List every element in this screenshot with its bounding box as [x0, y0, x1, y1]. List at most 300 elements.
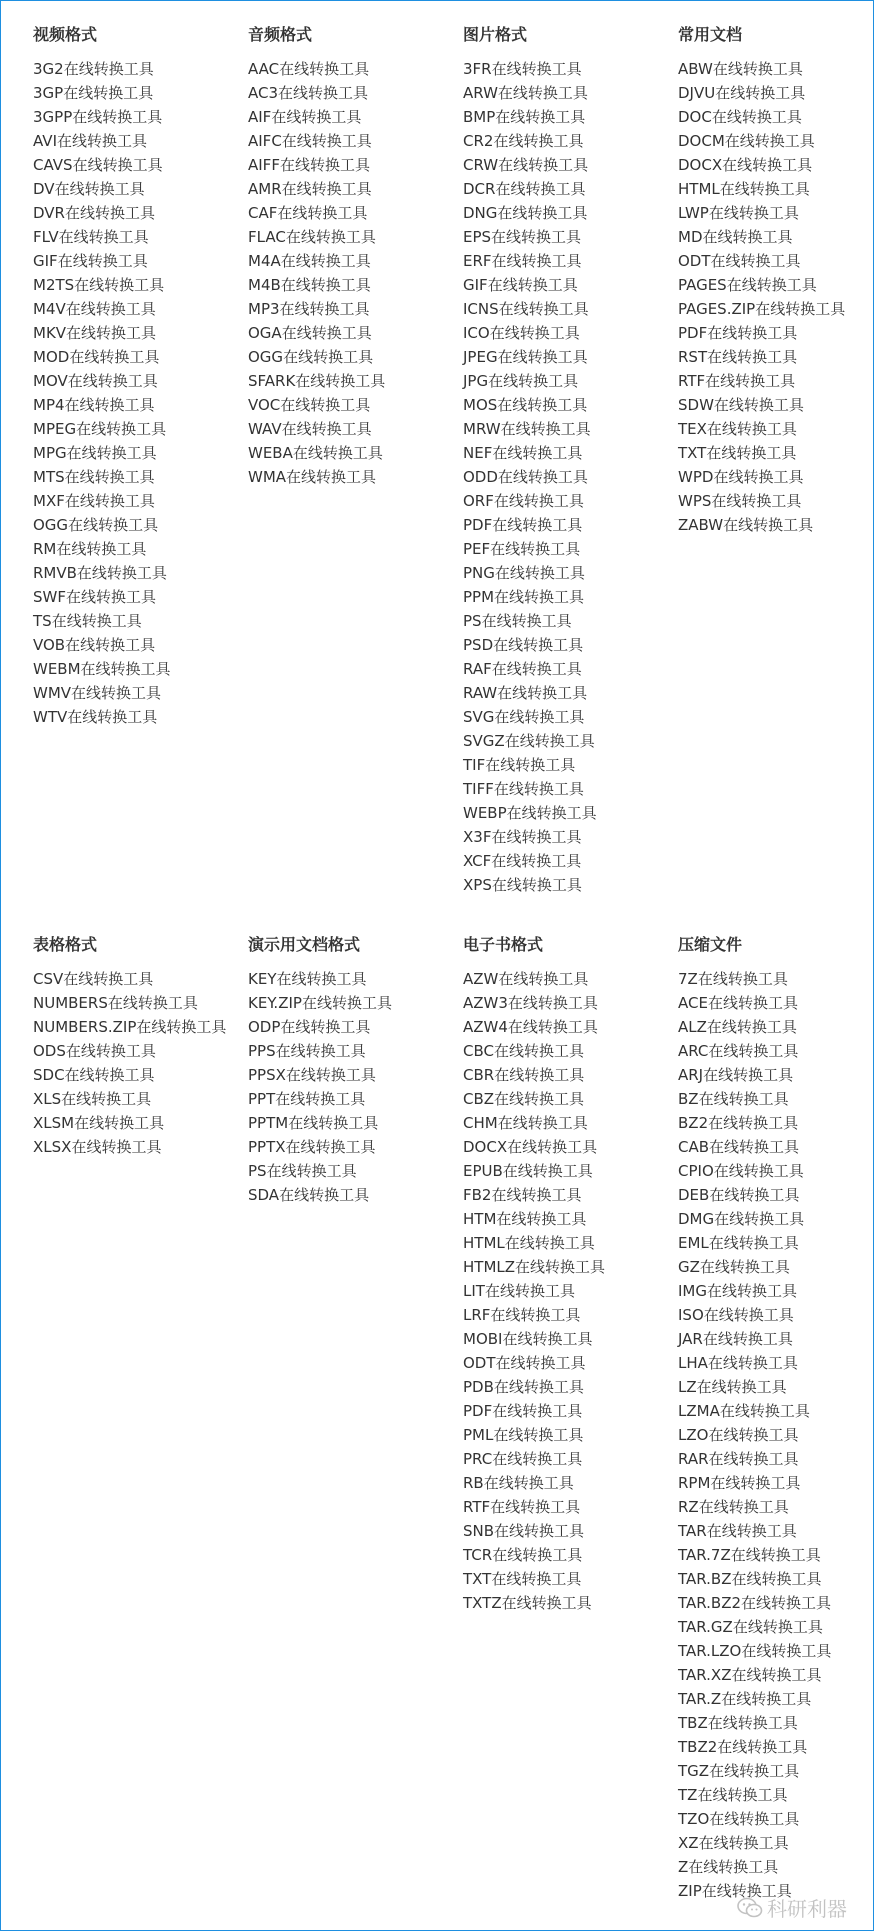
converter-link-ace[interactable] [678, 994, 798, 1012]
converter-link-raf[interactable] [463, 660, 582, 678]
link-suffix: 在线转换工具 [285, 1066, 376, 1084]
converter-link-sda[interactable] [248, 1186, 369, 1204]
converter-link-tex[interactable] [678, 420, 797, 438]
list-item [463, 1447, 678, 1471]
converter-link-rst[interactable] [678, 348, 797, 366]
converter-link-deb[interactable] [678, 1186, 799, 1204]
converter-link-dcr[interactable] [463, 180, 585, 198]
link-suffix: 在线转换工具 [741, 1594, 832, 1612]
link-suffix: 在线转换工具 [54, 180, 145, 198]
converter-link-mp3[interactable] [248, 300, 370, 318]
converter-link-tar-bz2[interactable] [678, 1594, 831, 1612]
converter-link-eml[interactable] [678, 1234, 799, 1252]
converter-link-7z[interactable] [678, 970, 788, 988]
converter-link-m4v[interactable] [33, 300, 156, 318]
link-suffix: 在线转换工具 [710, 1474, 801, 1492]
converter-link-ts[interactable] [33, 612, 142, 630]
converter-link-txt[interactable] [463, 1570, 581, 1588]
link-suffix: 在线转换工具 [66, 324, 157, 342]
converter-link-jpg[interactable] [463, 372, 578, 390]
converter-link-wma[interactable] [248, 468, 376, 486]
converter-link-key-zip[interactable] [248, 994, 392, 1012]
converter-link-tar-7z[interactable] [678, 1546, 821, 1564]
converter-link-mov[interactable] [33, 372, 158, 390]
converter-link-txt[interactable] [678, 444, 796, 462]
converter-link-tzo[interactable] [678, 1810, 799, 1828]
link-suffix: 在线转换工具 [709, 1762, 800, 1780]
link-suffix: 在线转换工具 [721, 1690, 812, 1708]
link-suffix: 在线转换工具 [484, 1282, 575, 1300]
converter-link-gif[interactable] [33, 252, 148, 270]
list-item [248, 393, 463, 417]
format-name: NUMBERS.ZIP [33, 1018, 137, 1036]
converter-link-bz2[interactable] [678, 1114, 798, 1132]
watermark [737, 1893, 847, 1922]
converter-link-djvu[interactable] [678, 84, 805, 102]
list-item [678, 1735, 874, 1759]
converter-link-key[interactable] [248, 970, 367, 988]
converter-link-tif[interactable] [463, 756, 575, 774]
format-name: MKV [33, 324, 67, 342]
converter-link-cab[interactable] [678, 1138, 799, 1156]
converter-link-ppsx[interactable] [248, 1066, 376, 1084]
converter-link-pps[interactable] [248, 1042, 366, 1060]
converter-link-mpeg[interactable] [33, 420, 166, 438]
converter-link-cbr[interactable] [463, 1066, 584, 1084]
converter-link-xlsm[interactable] [33, 1114, 164, 1132]
list-item [678, 321, 874, 345]
converter-link-wav[interactable] [248, 420, 372, 438]
link-suffix: 在线转换工具 [279, 1186, 370, 1204]
list-item [33, 369, 248, 393]
format-name: MOV [33, 372, 68, 390]
converter-link-numbers[interactable] [33, 994, 198, 1012]
converter-link-azw3[interactable] [463, 994, 598, 1012]
list-item [463, 153, 678, 177]
link-suffix: 在线转换工具 [491, 852, 582, 870]
converter-link-mts[interactable] [33, 468, 155, 486]
list-item [678, 1111, 874, 1135]
link-suffix: 在线转换工具 [63, 970, 154, 988]
format-name: AZW4 [463, 1018, 508, 1036]
converter-link-jpeg[interactable] [463, 348, 588, 366]
converter-link-pef[interactable] [463, 540, 580, 558]
converter-link-snb[interactable] [463, 1522, 584, 1540]
converter-link-bmp[interactable] [463, 108, 585, 126]
list-item [463, 1255, 678, 1279]
converter-link-bz[interactable] [678, 1090, 789, 1108]
converter-link-caf[interactable] [248, 204, 367, 222]
converter-link-pml[interactable] [463, 1426, 583, 1444]
converter-link-mp4[interactable] [33, 396, 155, 414]
converter-link-htm[interactable] [463, 1210, 586, 1228]
converter-link-tar-xz[interactable] [678, 1666, 821, 1684]
link-suffix: 在线转换工具 [71, 684, 162, 702]
converter-link-mrw[interactable] [463, 420, 591, 438]
list-item [463, 1327, 678, 1351]
converter-link-lzo[interactable] [678, 1426, 798, 1444]
converter-link-cr2[interactable] [463, 132, 583, 150]
converter-link-vob[interactable] [33, 636, 155, 654]
converter-link-psd[interactable] [463, 636, 583, 654]
converter-link-epub[interactable] [463, 1162, 593, 1180]
converter-link-pdf[interactable] [678, 324, 797, 342]
converter-link-pages[interactable] [678, 276, 817, 294]
converter-link-webp[interactable] [463, 804, 597, 822]
format-name: DOCX [678, 156, 723, 174]
converter-link-docm[interactable] [678, 132, 815, 150]
format-name: VOB [33, 636, 66, 654]
link-suffix: 在线转换工具 [709, 1186, 800, 1204]
converter-link-html[interactable] [463, 1234, 595, 1252]
link-suffix: 在线转换工具 [709, 1138, 800, 1156]
format-name: SDW [678, 396, 714, 414]
list-item [678, 1399, 874, 1423]
format-name: PS [463, 612, 482, 630]
converter-link-tgz[interactable] [678, 1762, 799, 1780]
link-suffix: 在线转换工具 [493, 1042, 584, 1060]
converter-link-iso[interactable] [678, 1306, 794, 1324]
converter-link-docx[interactable] [463, 1138, 597, 1156]
converter-link-wmv[interactable] [33, 684, 161, 702]
converter-link-wtv[interactable] [33, 708, 157, 726]
format-name: LRF [463, 1306, 491, 1324]
link-suffix: 在线转换工具 [498, 300, 589, 318]
format-name: PSD [463, 636, 494, 654]
converter-link-htmlz[interactable] [463, 1258, 605, 1276]
converter-link-eps[interactable] [463, 228, 581, 246]
link-suffix: 在线转换工具 [705, 372, 796, 390]
format-name: BMP [463, 108, 496, 126]
list-item [463, 657, 678, 681]
format-name: EPS [463, 228, 492, 246]
converter-link-3gpp[interactable] [33, 108, 162, 126]
format-name: ORF [463, 492, 494, 510]
format-name: TS [33, 612, 52, 630]
link-suffix: 在线转换工具 [76, 420, 167, 438]
converter-link-flv[interactable] [33, 228, 149, 246]
converter-link-lwp[interactable] [678, 204, 799, 222]
converter-link-jar[interactable] [678, 1330, 793, 1348]
converter-link-svgz[interactable] [463, 732, 595, 750]
link-suffix: 在线转换工具 [697, 1786, 788, 1804]
list-item [33, 991, 248, 1015]
converter-link-xz[interactable] [678, 1834, 789, 1852]
link-suffix: 在线转换工具 [292, 444, 383, 462]
format-name: OGG [33, 516, 69, 534]
converter-link-mos[interactable] [463, 396, 587, 414]
converter-link-aif[interactable] [248, 108, 361, 126]
converter-link-odd[interactable] [463, 468, 588, 486]
converter-link-ppt[interactable] [248, 1090, 365, 1108]
converter-link-ac3[interactable] [248, 84, 368, 102]
converter-link-ps[interactable] [463, 612, 572, 630]
list-item [248, 417, 463, 441]
link-suffix: 在线转换工具 [498, 156, 589, 174]
converter-link-xcf[interactable] [463, 852, 581, 870]
format-name: AIFF [248, 156, 280, 174]
format-name: BZ2 [678, 1114, 709, 1132]
converter-link-zabw[interactable] [678, 516, 813, 534]
converter-link-txtz[interactable] [463, 1594, 592, 1612]
converter-link-cpio[interactable] [678, 1162, 804, 1180]
converter-link-png[interactable] [463, 564, 585, 582]
link-suffix: 在线转换工具 [706, 444, 797, 462]
converter-link-tar-gz[interactable] [678, 1618, 823, 1636]
list-item [33, 657, 248, 681]
converter-link-dv[interactable] [33, 180, 145, 198]
link-suffix: 在线转换工具 [483, 1474, 574, 1492]
list-item [248, 1135, 463, 1159]
converter-link-rmvb[interactable] [33, 564, 167, 582]
list-item [463, 1567, 678, 1591]
converter-link-voc[interactable] [248, 396, 370, 414]
converter-link-alz[interactable] [678, 1018, 797, 1036]
link-suffix: 在线转换工具 [708, 204, 799, 222]
converter-link-arw[interactable] [463, 84, 588, 102]
converter-link-tbz[interactable] [678, 1714, 798, 1732]
format-name: FB2 [463, 1186, 492, 1204]
link-suffix: 在线转换工具 [494, 588, 585, 606]
format-name: MRW [463, 420, 501, 438]
link-suffix: 在线转换工具 [67, 372, 158, 390]
converter-link-z[interactable] [678, 1858, 778, 1876]
converter-link-pptm[interactable] [248, 1114, 378, 1132]
link-suffix: 在线转换工具 [64, 204, 155, 222]
converter-link-flac[interactable] [248, 228, 376, 246]
converter-link-m4a[interactable] [248, 252, 371, 270]
format-name: WMV [33, 684, 72, 702]
converter-link-odp[interactable] [248, 1018, 370, 1036]
converter-link-m4b[interactable] [248, 276, 371, 294]
converter-link-prc[interactable] [463, 1450, 582, 1468]
converter-link-azw4[interactable] [463, 1018, 598, 1036]
link-suffix: 在线转换工具 [708, 1426, 799, 1444]
link-suffix: 在线转换工具 [295, 372, 386, 390]
converter-link-abw[interactable] [678, 60, 803, 78]
converter-link-sdw[interactable] [678, 396, 804, 414]
converter-link-pdf[interactable] [463, 516, 582, 534]
converter-link-wpd[interactable] [678, 468, 803, 486]
converter-link-tbz2[interactable] [678, 1738, 807, 1756]
format-name: PAGES [678, 276, 727, 294]
converter-link-cbz[interactable] [463, 1090, 584, 1108]
converter-link-csv[interactable] [33, 970, 153, 988]
converter-link-xps[interactable] [463, 876, 582, 894]
list-item [678, 1567, 874, 1591]
converter-link-fb2[interactable] [463, 1186, 581, 1204]
converter-link-sfark[interactable] [248, 372, 385, 390]
link-suffix: 在线转换工具 [286, 468, 377, 486]
format-name: ARW [463, 84, 498, 102]
link-suffix: 在线转换工具 [71, 1138, 162, 1156]
list-item [463, 1543, 678, 1567]
format-name: PDF [463, 516, 493, 534]
link-suffix: 在线转换工具 [491, 60, 582, 78]
converter-link-x3f[interactable] [463, 828, 581, 846]
converter-link-rar[interactable] [678, 1450, 799, 1468]
converter-link-dvr[interactable] [33, 204, 155, 222]
converter-link-dmg[interactable] [678, 1210, 804, 1228]
converter-link-gz[interactable] [678, 1258, 790, 1276]
link-suffix: 在线转换工具 [713, 1162, 804, 1180]
converter-link-aac[interactable] [248, 60, 369, 78]
converter-link-mxf[interactable] [33, 492, 155, 510]
converter-link-lha[interactable] [678, 1354, 798, 1372]
link-suffix: 在线转换工具 [711, 492, 802, 510]
converter-link-xlsx[interactable] [33, 1138, 161, 1156]
converter-link-ppm[interactable] [463, 588, 584, 606]
format-name: ZABW [678, 516, 724, 534]
converter-link-rtf[interactable] [463, 1498, 580, 1516]
converter-link-icns[interactable] [463, 300, 589, 318]
converter-link-lz[interactable] [678, 1378, 787, 1396]
converter-link-rb[interactable] [463, 1474, 574, 1492]
list-item [678, 1495, 874, 1519]
converter-link-mkv[interactable] [33, 324, 156, 342]
list-item [248, 129, 463, 153]
converter-link-chm[interactable] [463, 1114, 588, 1132]
converter-link-oga[interactable] [248, 324, 372, 342]
converter-link-ico[interactable] [463, 324, 580, 342]
link-suffix: 在线转换工具 [280, 396, 371, 414]
converter-link-img[interactable] [678, 1282, 797, 1300]
converter-link-rpm[interactable] [678, 1474, 800, 1492]
format-name: JPEG [463, 348, 498, 366]
converter-link-orf[interactable] [463, 492, 584, 510]
converter-link-amr[interactable] [248, 180, 372, 198]
converter-link-tar-lzo[interactable] [678, 1642, 831, 1660]
converter-link-tz[interactable] [678, 1786, 787, 1804]
converter-link-3fr[interactable] [463, 60, 582, 78]
list-item [248, 991, 463, 1015]
converter-link-md[interactable] [678, 228, 793, 246]
format-name: RMVB [33, 564, 77, 582]
format-name: CAB [678, 1138, 710, 1156]
link-suffix: 在线转换工具 [491, 660, 582, 678]
converter-link-swf[interactable] [33, 588, 156, 606]
link-suffix: 在线转换工具 [279, 60, 370, 78]
converter-link-rtf[interactable] [678, 372, 795, 390]
converter-link-weba[interactable] [248, 444, 383, 462]
converter-link-aifc[interactable] [248, 132, 372, 150]
converter-link-pdb[interactable] [463, 1378, 584, 1396]
converter-link-numbers-zip[interactable] [33, 1018, 226, 1036]
format-name: MP3 [248, 300, 280, 318]
converter-link-cbc[interactable] [463, 1042, 584, 1060]
converter-link-m2ts[interactable] [33, 276, 164, 294]
converter-link-wps[interactable] [678, 492, 801, 510]
converter-link-doc[interactable] [678, 108, 802, 126]
converter-link-nef[interactable] [463, 444, 582, 462]
converter-link-3g2[interactable] [33, 60, 154, 78]
column-spreadsheet [33, 933, 248, 1903]
converter-link-lrf[interactable] [463, 1306, 580, 1324]
list-item [463, 585, 678, 609]
converter-link-webm[interactable] [33, 660, 171, 678]
converter-link-mobi[interactable] [463, 1330, 592, 1348]
converter-link-pptx[interactable] [248, 1138, 376, 1156]
converter-link-lzma[interactable] [678, 1402, 810, 1420]
link-suffix: 在线转换工具 [490, 1306, 581, 1324]
converter-link-ogg[interactable] [248, 348, 373, 366]
link-suffix: 在线转换工具 [487, 276, 578, 294]
list-item [33, 321, 248, 345]
converter-link-azw[interactable] [463, 970, 588, 988]
format-name: TIF [463, 756, 486, 774]
converter-link-pages-zip[interactable] [678, 300, 845, 318]
column-title: 电子书格式 [463, 935, 544, 954]
converter-link-svg[interactable] [463, 708, 584, 726]
converter-link-lit[interactable] [463, 1282, 575, 1300]
converter-link-odt[interactable] [678, 252, 801, 270]
format-name: HTMLZ [463, 1258, 516, 1276]
list-item [463, 801, 678, 825]
format-name: MPG [33, 444, 67, 462]
link-suffix: 在线转换工具 [494, 564, 585, 582]
link-suffix: 在线转换工具 [719, 1402, 810, 1420]
converter-link-rm[interactable] [33, 540, 146, 558]
converter-link-erf[interactable] [463, 252, 582, 270]
converter-link-arc[interactable] [678, 1042, 798, 1060]
converter-link-odt[interactable] [463, 1354, 586, 1372]
converter-link-mpg[interactable] [33, 444, 157, 462]
converter-link-cavs[interactable] [33, 156, 163, 174]
format-name: PPS [248, 1042, 276, 1060]
converter-link-3gp[interactable] [33, 84, 153, 102]
converter-link-ods[interactable] [33, 1042, 156, 1060]
format-name: DVR [33, 204, 65, 222]
converter-link-aiff[interactable] [248, 156, 370, 174]
link-suffix: 在线转换工具 [493, 132, 584, 150]
converter-link-docx[interactable] [678, 156, 812, 174]
converter-link-ps[interactable] [248, 1162, 357, 1180]
format-name: BZ [678, 1090, 699, 1108]
converter-link-ogg[interactable] [33, 516, 158, 534]
converter-link-tar[interactable] [678, 1522, 797, 1540]
format-name: ODP [248, 1018, 281, 1036]
link-suffix: 在线转换工具 [715, 84, 806, 102]
converter-link-tar-z[interactable] [678, 1690, 811, 1708]
column-video [33, 23, 248, 897]
converter-link-dng[interactable] [463, 204, 587, 222]
converter-link-tcr[interactable] [463, 1546, 582, 1564]
format-name: SNB [463, 1522, 495, 1540]
link-suffix: 在线转换工具 [494, 1090, 585, 1108]
converter-link-gif[interactable] [463, 276, 578, 294]
format-name: DNG [463, 204, 498, 222]
format-name: SWF [33, 588, 66, 606]
converter-link-html[interactable] [678, 180, 810, 198]
converter-link-tiff[interactable] [463, 780, 584, 798]
list-item [248, 1039, 463, 1063]
format-name: PPT [248, 1090, 276, 1108]
converter-link-raw[interactable] [463, 684, 587, 702]
list-item [463, 849, 678, 873]
converter-link-rz[interactable] [678, 1498, 789, 1516]
converter-link-mod[interactable] [33, 348, 159, 366]
converter-link-tar-bz[interactable] [678, 1570, 822, 1588]
converter-link-arj[interactable] [678, 1066, 793, 1084]
format-name: XZ [678, 1834, 699, 1852]
converter-link-avi[interactable] [33, 132, 147, 150]
converter-link-pdf[interactable] [463, 1402, 582, 1420]
converter-link-crw[interactable] [463, 156, 588, 174]
converter-link-xls[interactable] [33, 1090, 151, 1108]
list-item [678, 513, 874, 537]
converter-link-sdc[interactable] [33, 1066, 155, 1084]
list-item [678, 1855, 874, 1879]
